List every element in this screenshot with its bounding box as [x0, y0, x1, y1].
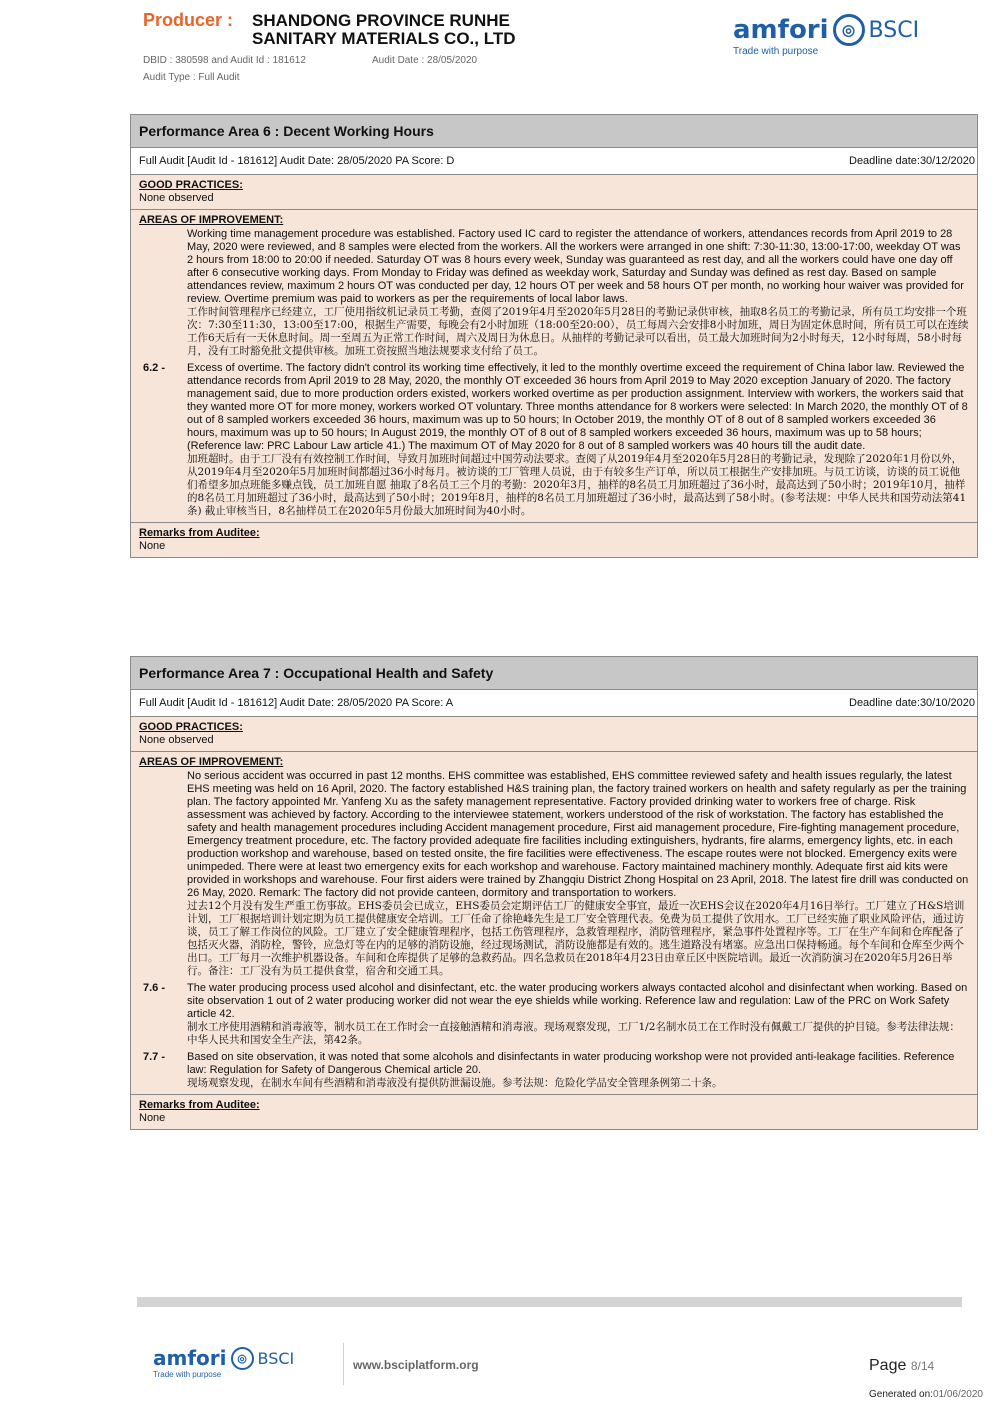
audit-type: Audit Type : Full Audit	[143, 72, 240, 83]
improvement-item	[139, 362, 969, 518]
footer-logo-tagline: Trade with purpose	[153, 1370, 222, 1379]
item-number: 6.2 -	[143, 362, 166, 374]
remarks-title: Remarks from Auditee:	[139, 1099, 260, 1111]
area-audit-info	[131, 690, 977, 717]
remarks-section	[131, 1095, 977, 1129]
page-number: 8/14	[910, 1359, 935, 1373]
area-audit-info	[131, 148, 977, 175]
page-label: Page	[869, 1357, 907, 1374]
generated-on	[869, 1389, 983, 1400]
audit-summary: Full Audit [Audit Id - 181612] Audit Date: 28/05/2020 PA Score: A	[139, 697, 454, 709]
remarks-text: None	[139, 540, 166, 552]
area-title: Performance Area 7 : Occupational Health and Safety	[131, 657, 977, 690]
audit-summary: Full Audit [Audit Id - 181612] Audit Date: 28/05/2020 PA Score: D	[139, 155, 455, 167]
intro-text-en: No serious accident was occurred in past 12 months. EHS committee was established, EHS committee reviewed safety and health issues regularly, the latest EHS meeting was held on 16 April, 2020. The factory established H&S training plan, the factory trained workers on health and safety regularly as per the training plan. The factory appointed Mr. Yanfeng Xu as the safety management representative. Factory provided drinking water to workers free of charge. Risk assessment was achieved by factory. According to the interviewee statement, workers understood of the risk of workstation. The factory has established the safety and health management procedures including Accident management procedure, First aid management procedure, Fire-fighting management procedure, Emergency treatment procedure, etc. The factory provided adequate fire facilities including extinguishers, hydrants, fire alarms, emergency lights, etc. in each production workshop and warehouse, based on tested onsite, the fire facilities were effectiveness. The escape routes were not blocked. Emergency exits were unimpeded. There were at least two emergency exits for each workshop and warehouse. Factory maintained machinery monthly. Adequate first aid kits were provided in workshops and warehouse. Four first aiders were trained by Zhangqiu District Zhong Hospital on 23 April, 2018. The latest fire drill was conducted on 26 May, 2020. Remark: The factory did not provide canteen, dormitory and transportation to workers.	[187, 770, 969, 899]
footer-divider	[343, 1343, 344, 1385]
good-practices-text: None observed	[139, 734, 214, 746]
page-header	[0, 0, 1000, 110]
good-practices-title: GOOD PRACTICES:	[139, 721, 243, 733]
producer-name: SHANDONG PROVINCE RUNHE SANITARY MATERIALS CO., LTD	[252, 11, 516, 48]
good-practices-section	[131, 717, 977, 752]
good-practices-section	[131, 175, 977, 210]
dbid-audit-id: DBID : 380598 and Audit Id : 181612	[143, 55, 306, 66]
item-number: 7.6 -	[143, 982, 166, 994]
areas-of-improvement-section	[131, 210, 977, 523]
item-text-cn: 加班超时。由于工厂没有有效控制工作时间，导致月加班时间超过中国劳动法要求。查阅了从2019年4月至2020年5月28日的考勤记录，发现除了2020年1月份以外，从2019年4月至2020年5月加班时间都超过36小时每月。被访谈的工厂管理人员说，由于有较多生产订单，所以员工根据生产安排加班。与员工访谈，访谈的员工说他们希望多加点班能多赚点钱，员工加班自愿 抽取了8名员工三个月的考勤：2020年3月，抽样的8名员工月加班超过了36小时，最高达到了50小时；2019年10月，抽样的8名员工月加班超过了36小时，最高达到了50小时；2019年8月，抽样的8名员工月加班超过了36小时，最高达到了58小时。(参考法规：中华人民共和国劳动法第41条) 截止审核当日，8名抽样员工在2020年5月份最大加班时间为40小时。	[187, 453, 967, 517]
performance-area-6	[130, 114, 978, 558]
deadline-date: Deadline date:30/10/2020	[849, 697, 975, 709]
logo-bsci: BSCI	[868, 17, 920, 43]
deadline-date: Deadline date:30/12/2020	[849, 155, 975, 167]
logo-tagline: Trade with purpose	[733, 46, 819, 57]
page-indicator	[869, 1357, 934, 1375]
logo-ring-icon: ◎	[833, 14, 865, 46]
improvement-item	[139, 1051, 969, 1090]
good-practices-text: None observed	[139, 192, 214, 204]
item-text-cn: 制水工序使用酒精和消毒液等，制水员工在工作时会一直接触酒精和消毒液。现场观察发现，工厂1/2名制水员工在工作时没有佩戴工厂提供的护目镜。参考法律法规：中华人民共和国安全生产法，第42条。	[187, 1021, 960, 1046]
areas-of-improvement-title: AREAS OF IMPROVEMENT:	[139, 756, 284, 768]
item-text-en: The water producing process used alcohol and disinfectant, etc. the water producing workers always contacted alcohol and disinfectant when working. Based on site observation 1 out of 2 water producing worker did not wear the eye shields while working. Reference law and regulation: Law of the PRC on Work Safety article 42.	[187, 982, 968, 1020]
footer-amfori-bsci-logo	[153, 1346, 294, 1379]
good-practices-title: GOOD PRACTICES:	[139, 179, 243, 191]
logo-wordmark: amfori	[733, 15, 829, 45]
platform-url[interactable]: www.bsciplatform.org	[353, 1358, 479, 1372]
areas-of-improvement-title: AREAS OF IMPROVEMENT:	[139, 214, 284, 226]
item-text-en: Excess of overtime. The factory didn't control its working time effectively, it led to the monthly overtime exceed the requirement of China labor law. Reviewed the attendance records from April 2019 to 28 May, 2020, the monthly OT exceeded 36 hours from April 2019 to May 2020 exception January of 2020. The factory management said, due to more production orders existed, workers worked overtime as per production assignment. Interview with workers, the workers said that they wanted more OT for more money, workers worked OT voluntary. Three months attendance for 8 workers were selected: In March 2020, the monthly OT of 8 out of 8 sampled workers exceeded 36 hours, maximum was up to 50 hours; In October 2019, the monthly OT of 8 out of 8 sampled workers exceeded 36 hours, maximum was up to 50 hours; In August 2019, the monthly OT of 8 out of 8 sampled workers exceeded 36 hours, maximum was up to 58 hours; (Reference law: PRC Labour Law article 41.) The maximum OT of May 2020 for 8 out of 8 sampled workers was 40 hours till the audit date.	[187, 362, 968, 452]
footer-logo-wordmark: amfori	[153, 1346, 227, 1370]
improvement-item	[139, 982, 969, 1047]
improvement-intro	[139, 770, 969, 978]
intro-text-en: Working time management procedure was established. Factory used IC card to register the attendance of workers, attendances records from April 2019 to 28 May, 2020 were reviewed, and 8 samples were elected from the workers. All the workers were arranged in one shift: 7:30-11:30, 13:00-17:00, weekday OT was 2 hours from 18:00 to 20:00 if needed. Saturday OT was 8 hours every week, Sunday was guaranteed as rest day, and all the workers could have one day off after 6 consecutive working days. From Monday to Friday was defined as weekday work, Saturday and Sunday was defined as rest day. Based on sample attendances review, maximum 2 hours OT was conducted per day, 12 hours OT per week and 58 hours OT per month, no working hour waiver was provided for review. Overtime premium was paid to workers as per the requirements of local labor laws.	[187, 228, 964, 305]
generated-label: Generated on:	[869, 1389, 933, 1400]
areas-of-improvement-section	[131, 752, 977, 1095]
intro-text-cn: 工作时间管理程序已经建立，工厂使用指纹机记录员工考勤，查阅了2019年4月至2020年5月28日的考勤记录供审核，抽取8名员工的考勤记录，所有员工均安排一个班次：7:30至11:30，13:00至17:00，根据生产需要，每晚会有2小时加班（18:00至20:00），员工每周六会安排8小时加班，周日为固定休息时间，所有员工可以在连续工作6天后有一天休息时间。周一至周五为正常工作时间，周六及周日为休息日。从抽样的考勤记录可以看出，员工最大加班时间为2小时每天，12小时每周，58小时每月，没有工时豁免批文提供审核。加班工资按照当地法规要求支付给了员工。	[187, 306, 969, 357]
item-number: 7.7 -	[143, 1051, 166, 1063]
area-title: Performance Area 6 : Decent Working Hours	[131, 115, 977, 148]
remarks-text: None	[139, 1112, 166, 1124]
amfori-bsci-logo	[733, 14, 919, 57]
improvement-intro	[139, 228, 969, 358]
remarks-section	[131, 523, 977, 557]
footer-logo-ring-icon: ◎	[231, 1347, 254, 1370]
footer-bar	[137, 1297, 962, 1307]
performance-area-7	[130, 656, 978, 1130]
item-text-cn: 现场观察发现，在制水车间有些酒精和消毒液没有提供防泄漏设施。参考法规：危险化学品安全管理条例第二十条。	[187, 1077, 723, 1089]
generated-date: 01/06/2020	[932, 1389, 983, 1400]
footer-logo-bsci: BSCI	[257, 1348, 295, 1368]
producer-label: Producer :	[143, 10, 234, 30]
audit-date: Audit Date : 28/05/2020	[372, 55, 478, 66]
intro-text-cn: 过去12个月没有发生严重工伤事故。EHS委员会已成立，EHS委员会定期评估工厂的健康安全事宜，最近一次EHS会议在2020年4月16日举行。工厂建立了H&S培训计划，工厂根据培训计划定期为员工提供健康安全培训。工厂任命了徐艳峰先生是工厂安全管理代表。免费为员工提供了饮用水。工厂已经实施了职业风险评估，通过访谈，员工了解工作岗位的风险。工厂建立了安全健康管理程序，包括工伤管理程序，急救管理程序，消防管理程序，紧急事件处置程序等。工厂在生产车间和仓库配备了包括灭火器，消防栓，警铃，应急灯等在内的足够的消防设施，经过现场测试，消防设施都是有效的。逃生道路没有堵塞。应急出口保持畅通。每个车间和仓库至少两个出口。工厂每月一次维护机器设备。车间和仓库提供了足够的急救药品。四名急救员在2018年4月23日由章丘区中医院培训。最近一次消防演习在2020年5月26日举行。备注：工厂没有为员工提供食堂，宿舍和交通工具。	[187, 900, 965, 977]
remarks-title: Remarks from Auditee:	[139, 527, 260, 539]
item-text-en: Based on site observation, it was noted that some alcohols and disinfectants in water producing workshop were not provided anti-leakage facilities. Reference law: Regulation for Safety of Dangerous Chemical article 20.	[187, 1051, 955, 1076]
